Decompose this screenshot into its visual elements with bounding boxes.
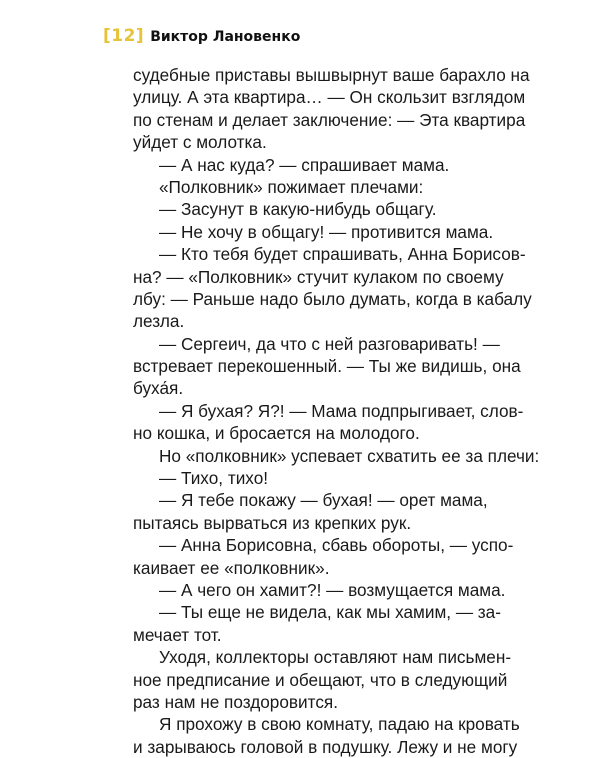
text-line: — А чего он хамит?! — возмущается мама. — [159, 579, 506, 600]
text-line: Уходя, коллекторы оставляют нам письмен- — [159, 647, 512, 668]
text-line: пытаясь вырваться из крепких рук. — [133, 512, 412, 533]
text-line: уйдет с молотка. — [133, 132, 267, 153]
text-line: — Я тебе покажу — бухая! — орет мама, — [159, 490, 488, 511]
text-line: — Сергеич, да что с ней разговаривать! — — [159, 333, 500, 354]
body-text — [133, 64, 540, 758]
text-line: улицу. А эта квартира… — Он скользит взглядом — [133, 87, 526, 108]
page-number: [12] — [103, 26, 145, 46]
text-line: «Полковник» пожимает плечами: — [159, 176, 424, 197]
text-line: но кошка, и бросается на молодого. — [133, 423, 420, 444]
text-line: — Засунут в какую-нибудь общагу. — [159, 199, 437, 220]
text-line: лезла. — [133, 311, 185, 332]
text-line: — А нас куда? — спрашивает мама. — [159, 154, 450, 175]
text-line: судебные приставы вышвырнут ваше барахло на — [133, 65, 530, 85]
text-line: встревает перекошенный. — Ты же видишь, она — [133, 356, 521, 377]
text-line: буха́я. — [133, 378, 184, 399]
text-line: — Не хочу в общагу! — противится мама. — [159, 221, 494, 242]
text-line: мечает тот. — [133, 624, 222, 645]
text-line: и зарываюсь головой в подушку. Лежу и не могу — [133, 736, 518, 757]
text-line: ное предписание и обещают, что в следующий — [133, 669, 508, 690]
text-line: Но «полковник» успевает схватить ее за плечи: — [159, 445, 540, 466]
running-header — [103, 26, 300, 46]
text-line: каивает ее «полковник». — [133, 557, 330, 578]
text-line: — Тихо, тихо! — [159, 468, 269, 489]
author-name: Виктор Лановенко — [150, 29, 301, 45]
text-line: Я прохожу в свою комнату, падаю на кровать — [159, 714, 520, 735]
text-line: — Кто тебя будет спрашивать, Анна Борисов- — [159, 244, 526, 265]
text-line: раз нам не поздоровится. — [133, 691, 339, 712]
text-line: по стенам и делает заключение: — Эта квартира — [133, 109, 526, 130]
text-line: — Анна Борисовна, сбавь обороты, — успо- — [159, 535, 514, 556]
text-line: — Ты еще не видела, как мы хамим, — за- — [159, 602, 501, 623]
text-line: — Я бухая? Я?! — Мама подпрыгивает, слов- — [159, 400, 524, 421]
text-line: на? — «Полковник» стучит кулаком по своему — [133, 266, 504, 287]
text-line: лбу: — Раньше надо было думать, когда в кабалу — [133, 288, 532, 309]
